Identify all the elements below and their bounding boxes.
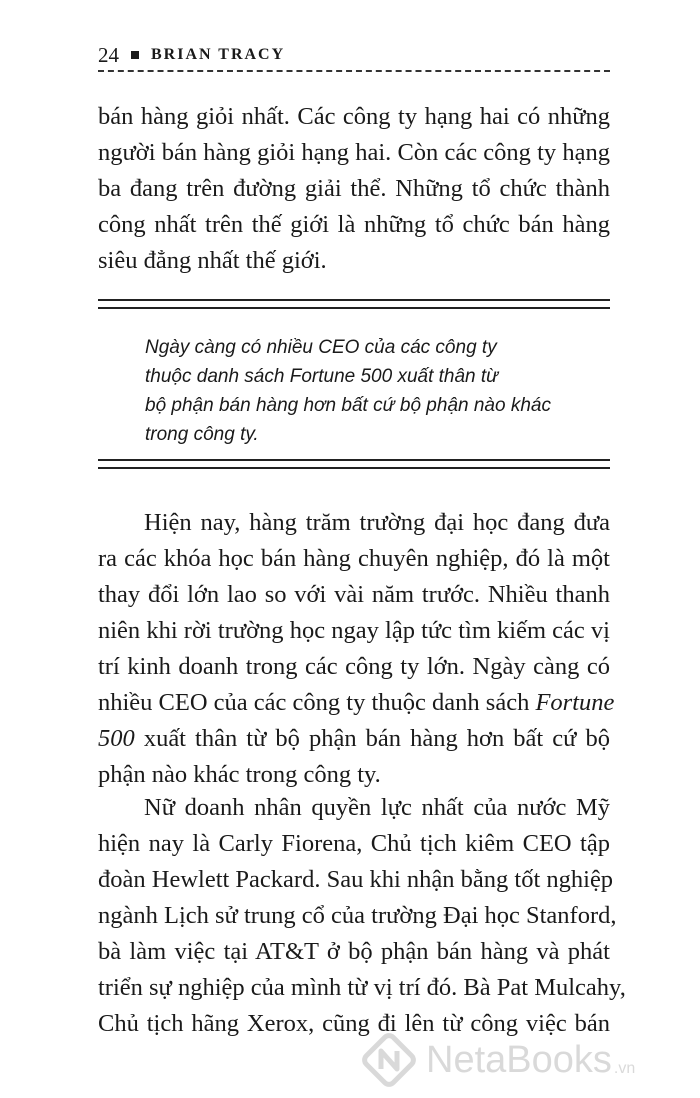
text-line: Nữ doanh nhân quyền lực nhất của nước Mỹ bbox=[144, 794, 610, 821]
quote-line: trong công ty. bbox=[145, 424, 259, 445]
watermark-brand: NetaBooks bbox=[426, 1038, 612, 1081]
pull-quote-bottom-rule bbox=[98, 459, 610, 469]
text-run: nhiều CEO của các công ty thuộc danh sách bbox=[98, 689, 530, 716]
text-line: ba đang trên đường giải thể. Những tổ chức thành bbox=[98, 175, 610, 202]
paragraph-2 bbox=[98, 505, 615, 793]
watermark-suffix: .vn bbox=[613, 1060, 636, 1077]
text-line: bán hàng giỏi nhất. Các công ty hạng hai có những bbox=[98, 103, 610, 130]
text-line: ngành Lịch sử trung cổ của trường Đại học Stanford, bbox=[98, 902, 617, 929]
text-line: phận nào khác trong công ty. bbox=[98, 761, 381, 788]
quote-line: thuộc danh sách Fortune 500 xuất thân từ bbox=[145, 366, 499, 387]
header-bullet bbox=[131, 51, 139, 59]
text-line: công nhất trên thế giới là những tổ chức bán hàng bbox=[98, 211, 610, 238]
page-number: 24 bbox=[98, 42, 119, 67]
text-line: người bán hàng giỏi hạng hai. Còn các công ty hạng bbox=[98, 139, 610, 166]
text-line: thay đổi lớn lao so với vài năm trước. Nhiều thanh bbox=[98, 581, 610, 608]
paragraph-3 bbox=[98, 790, 626, 1042]
netabooks-logo-icon bbox=[362, 1033, 416, 1087]
text-run: xuất thân từ bộ phận bán hàng hơn bất cứ bộ bbox=[143, 725, 610, 752]
quote-line: bộ phận bán hàng hơn bất cứ bộ phận nào khác bbox=[145, 395, 551, 416]
quote-line: Ngày càng có nhiều CEO của các công ty bbox=[145, 337, 497, 358]
text-line: siêu đẳng nhất thế giới. bbox=[98, 247, 327, 274]
text-line: hiện nay là Carly Fiorena, Chủ tịch kiêm CEO tập bbox=[98, 830, 610, 857]
running-header bbox=[98, 40, 610, 70]
text-line-mixed bbox=[98, 685, 615, 721]
text-line: triển sự nghiệp của mình từ vị trí đó. Bà Pat Mulcahy, bbox=[98, 974, 626, 1001]
text-line: niên khi rời trường học ngay lập tức tìm kiếm các vị bbox=[98, 617, 610, 644]
pull-quote-top-rule bbox=[98, 299, 610, 309]
header-dashed-rule bbox=[98, 70, 610, 72]
text-line: bà làm việc tại AT&T ở bộ phận bán hàng và phát bbox=[98, 938, 610, 965]
text-line-mixed bbox=[98, 721, 610, 757]
italic-title: Fortune bbox=[535, 689, 615, 716]
text-line: Hiện nay, hàng trăm trường đại học đang đưa bbox=[144, 509, 610, 536]
text-line: trí kinh doanh trong các công ty lớn. Ngày càng có bbox=[98, 653, 610, 680]
text-line: Chủ tịch hãng Xerox, cũng đi lên từ công việc bán bbox=[98, 1010, 610, 1037]
author-name: BRIAN TRACY bbox=[151, 46, 286, 63]
pull-quote bbox=[145, 333, 565, 449]
text-line: ra các khóa học bán hàng chuyên nghiệp, đó là một bbox=[98, 545, 610, 572]
paragraph-1 bbox=[98, 99, 610, 279]
text-line: đoàn Hewlett Packard. Sau khi nhận bằng tốt nghiệp bbox=[98, 866, 614, 893]
italic-title: 500 bbox=[98, 725, 135, 752]
netabooks-watermark bbox=[362, 1022, 698, 1098]
